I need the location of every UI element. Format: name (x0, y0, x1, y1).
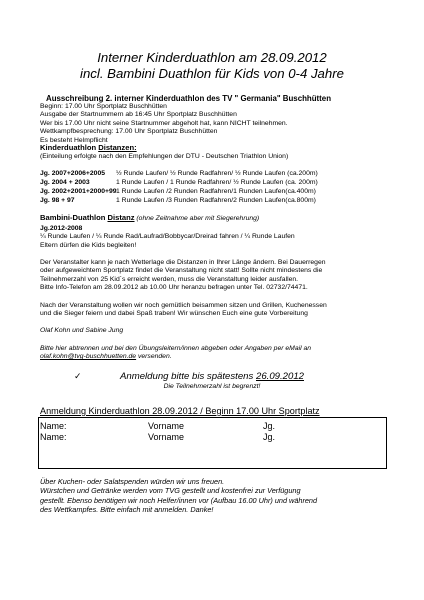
vorname-field-label: Vorname (148, 432, 185, 442)
name-field-label: Name: (40, 432, 67, 442)
table-row-jg: Jg. 2007+2006+2005 (40, 170, 106, 177)
page-title: Interner Kinderduathlon am 28.09.2012 (97, 50, 327, 65)
bambini-jg: Jg.2012-2008 (40, 225, 83, 232)
form-title: Anmeldung Kinderduathlon 28.09.2012 / Beginn 17.00 Uhr Sportplatz (40, 406, 320, 416)
vorname-field-label: Vorname (148, 421, 185, 431)
info-line-deadline: Wer bis 17.00 Uhr nicht seine Startnummer abgeholt hat, kann NICHT teilnehmen. (40, 119, 288, 127)
registration-form-box[interactable] (38, 417, 387, 469)
registration-deadline: Anmeldung bitte bis spätestens 26.09.2012 (119, 371, 304, 382)
table-row-jg: Jg. 98 + 97 (40, 197, 75, 204)
table-row-dist: 1 Runde Laufen /2 Runden Radfahren/1 Runden Laufen(ca.400m) (116, 188, 316, 195)
table-row-dist: 1 Runde Laufen /3 Runden Radfahren/2 Runden Laufen(ca.800m) (116, 197, 316, 204)
table-row-dist: ½ Runde Laufen/ ½ Runde Radfahren/ ½ Runde Laufen (ca.200m) (116, 170, 318, 177)
table-row-jg: Jg. 2002+2001+2000+99 (40, 188, 117, 195)
limited-participants: Die Teilnehmerzahl ist begrenzt! (163, 383, 261, 390)
name-field-label: Name: (40, 421, 67, 431)
checkmark-icon: ✓ (74, 371, 82, 381)
kinder-heading: Kinderduathlon Distanzen: (40, 143, 137, 152)
info-line-numbers: Ausgabe der Startnummern ab 16:45 Uhr Sportplatz Buschhütten (40, 111, 237, 119)
general-info (40, 103, 288, 145)
email-link[interactable]: olaf.kohn@tvg-buschhuetten.de (40, 353, 137, 361)
table-row-jg: Jg. 2004 + 2003 (40, 179, 90, 186)
kinder-note: (Einteilung erfolgte nach den Empfehlungen der DTU - Deutschen Triathlon Union) (40, 153, 289, 160)
signature: Olaf Kohn und Sabine Jung (40, 327, 124, 334)
bambini-heading: Bambini-Duathlon Distanz (ohne Zeitnahme aber mit Siegerehrung) (40, 213, 260, 222)
info-line-start: Beginn: 17.00 Uhr Sportplatz Buschhütten (40, 103, 167, 110)
jg-field-label: Jg. (263, 421, 276, 431)
info-line-briefing: Wettkampfbesprechung: 17.00 Uhr Sportplatz Buschhütten (40, 128, 218, 136)
request-text: Bitte hier abtrennen und bei den Übungsleitern/innen abgeben oder Angaben per eMail an olaf.kohn@tvg-buschhuetten.de versenden. (40, 345, 312, 361)
announcement-headline: Ausschreibung 2. interner Kinderduathlon des TV " Germania" Buschhütten (46, 94, 332, 103)
table-row-dist: 1 Runde Laufen / 1 Runde Radfahren/ ½ Runde Laufen (ca. 200m) (116, 179, 318, 186)
jg-field-label: Jg. (263, 432, 276, 442)
page-subtitle: incl. Bambini Duathlon für Kids von 0-4 Jahre (80, 66, 344, 81)
bambini-details (40, 225, 295, 250)
info-line-helmet: Es besteht Helmpflicht (40, 136, 108, 144)
closing-paragraph: Nach der Veranstaltung wollen wir noch gemütlich beisammen sitzen und Grillen, Kuchenessen und die Sieger feiern und dabei Spaß traben! Wir wünschen Euch eine gute Vorbereitung (40, 302, 327, 318)
conditions-paragraph: Der Veranstalter kann je nach Wetterlage die Distanzen in Ihrer Länge ändern. Bei Dauerregen oder aufgeweichtem Sportplatz findet die Veranstaltung nicht statt! Sollte nicht mindestens die Teilnehmerzahl von 25 Kid´s erreicht werden, muss die Veranstaltung leider ausfallen. Bitte Info-Telefon am 28.09.2012 ab 10.00 Uhr heranzu befragen unter Tel. 02732/74471. (40, 259, 326, 292)
bambini-distance: ¼ Runde Laufen / ¼ Runde Rad/Laufrad/Bobbycar/Dreirad fahren / ¼ Runde Laufen (40, 233, 295, 241)
footer-notes: Über Kuchen- oder Salatspenden würden wir uns freuen. Würstchen und Getränke werden vom TVG gestellt und kostenfrei zur Verfügung gestellt. Ebenso benötigen wir noch Helfer/innen vor (Aufbau 16.00 Uhr) und während des Wettkampfes. Bitte einfach mit anmelden. Danke! (40, 477, 318, 514)
bambini-parents: Eltern dürfen die Kids begleiten! (40, 241, 137, 249)
